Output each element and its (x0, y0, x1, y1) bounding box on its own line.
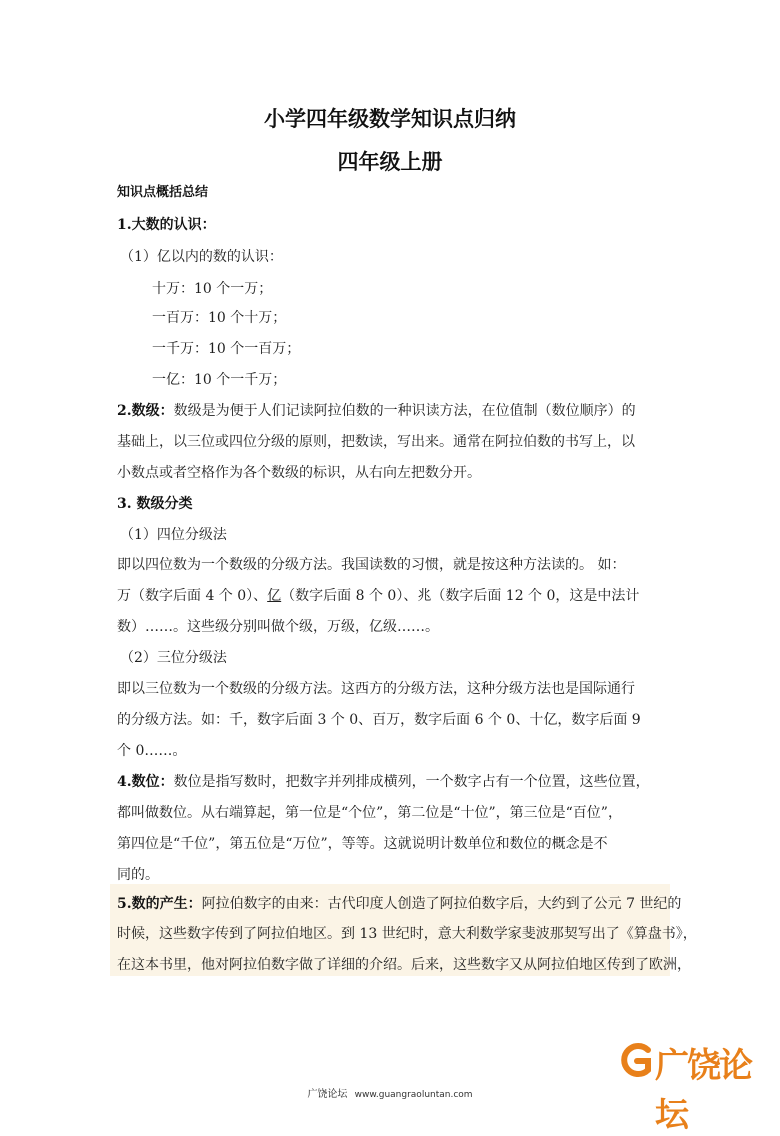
s4-line: 都叫做数位。从右端算起，第一位是“个位”，第二位是“十位”，第三位是“百位”， (117, 805, 622, 821)
page-subtitle: 四年级上册 (337, 149, 443, 174)
s5-line: 5.数的产生：阿拉伯数字的由来：古代印度人创造了阿拉伯数字后，大约到了公元 7 世纪的 (117, 896, 682, 912)
s3-line: 的分级方法。如：千，数字后面 3 个 0、百万，数字后面 6 个 0、十亿，数字后面 9 (117, 712, 641, 728)
s3-line: 即以三位数为一个数级的分级方法。这西方的分级方法，这种分级方法也是国际通行 (117, 681, 635, 697)
site-logo (617, 1036, 777, 1135)
s5-line: 时候，这些数字传到了阿拉伯地区。到 13 世纪时，意大利数学家斐波那契写出了《算盘书》， (117, 926, 697, 942)
s3-line: 个 0……。 (117, 743, 187, 759)
s3-head: 3. 数级分类 (117, 496, 193, 512)
footer-name: 广饶论坛 (307, 1089, 348, 1100)
s2-line: 基础上，以三位或四位分级的原则，把数读，写出来。通常在阿拉伯数的书写上，以 (117, 434, 635, 450)
s1-head: 1.大数的认识： (117, 217, 216, 233)
s2-line: 小数点或者空格作为各个数级的标识，从右向左把数分开。 (117, 465, 481, 481)
s3-line: 万（数字后面 4 个 0）、亿（数字后面 8 个 0）、兆（数字后面 12 个 0，这是中法计 (117, 588, 640, 604)
s1-item: 一亿：10 个一千万； (152, 372, 287, 388)
s2-line: 2.数级：数级是为便于人们记读阿拉伯数的一种识读方法，在位值制（数位顺序）的 (117, 403, 636, 419)
s3-sub: （1）四位分级法 (120, 527, 227, 543)
page-title: 小学四年级数学知识点归纳 (264, 106, 516, 131)
s4-line: 4.数位：数位是指写数时，把数字并列排成横列，一个数字占有一个位置，这些位置， (117, 774, 650, 790)
s1-item: 一百万：10 个十万； (152, 310, 287, 326)
s3-line: 即以四位数为一个数级的分级方法。我国读数的习惯，就是按这种方法读的。 如： (117, 557, 626, 573)
s5-line: 在这本书里，他对阿拉伯数字做了详细的介绍。后来，这些数字又从阿拉伯地区传到了欧洲， (117, 957, 691, 973)
s1-sub: （1）亿以内的数的认识： (120, 249, 283, 265)
logo-mark-icon (617, 1040, 655, 1080)
s4-line: 第四位是“千位”，第五位是“万位”，等等。这就说明计数单位和数位的概念是不 (117, 836, 608, 852)
s3-line: 数）……。这些级分别叫做个级，万级，亿级……。 (117, 619, 439, 635)
logo-text: 广饶论坛 (655, 1046, 751, 1135)
s1-item: 十万：10 个一万； (152, 281, 273, 297)
footer (0, 1085, 780, 1100)
s1-item: 一千万：10 个一百万； (152, 341, 301, 357)
section-heading: 知识点概括总结 (117, 185, 209, 200)
footer-link[interactable]: www.guangraoluntan.com (354, 1090, 473, 1100)
s3-sub: （2）三位分级法 (120, 650, 227, 666)
s4-line: 同的。 (117, 867, 159, 883)
